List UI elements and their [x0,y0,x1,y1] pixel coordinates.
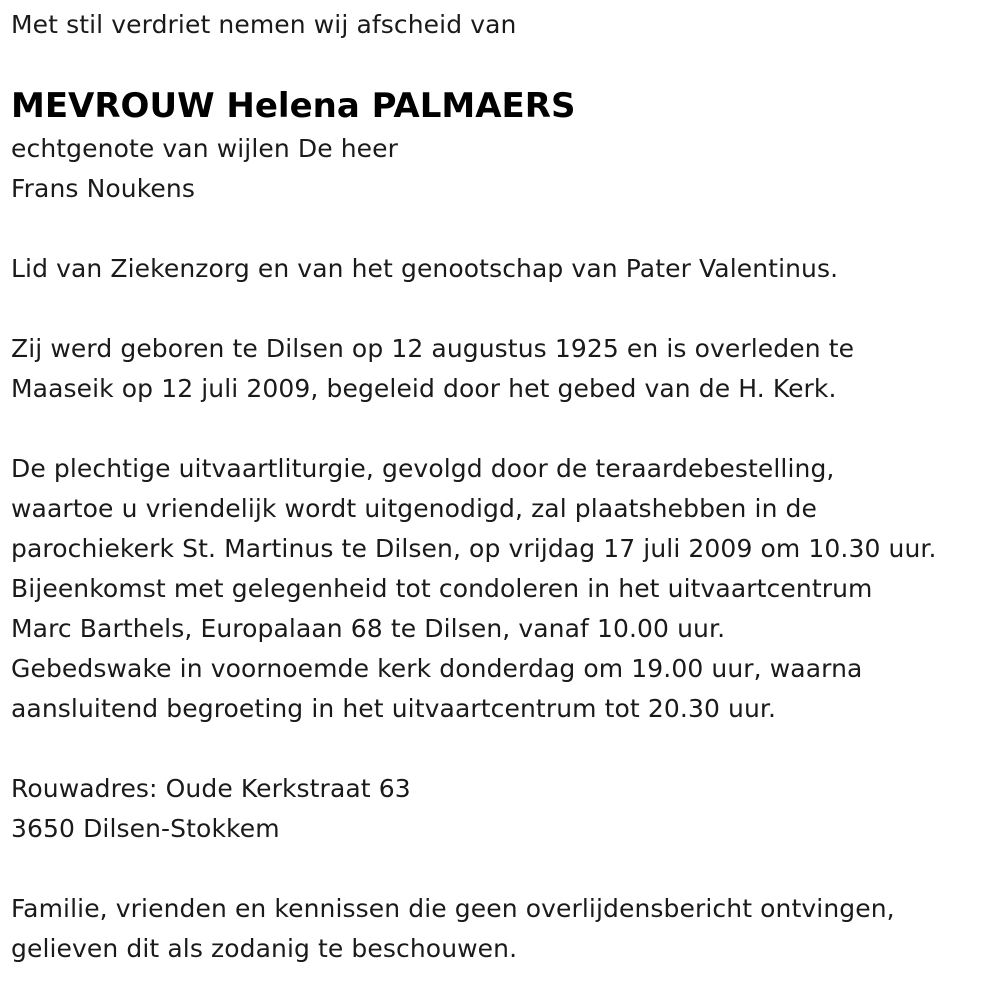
paragraph-gap [11,409,991,449]
funeral-line: aansluitend begroeting in het uitvaartcentrum tot 20.30 uur. [11,694,777,723]
paragraph-gap [11,729,991,769]
funeral-line: waartoe u vriendelijk wordt uitgenodigd, zal plaatshebben in de [11,494,818,523]
intro-text: Met stil verdriet nemen wij afscheid van [11,10,517,39]
funeral-line: De plechtige uitvaartliturgie, gevolgd door de teraardebestelling, [11,454,835,483]
paragraph-gap [11,849,991,889]
closing-line: gelieven dit als zodanig te beschouwen. [11,934,518,963]
address-line: 3650 Dilsen-Stokkem [11,814,280,843]
deceased-name: MEVROUW Helena PALMAERS [11,86,576,126]
funeral-line: Bijeenkomst met gelegenheid tot condoleren in het uitvaartcentrum [11,574,873,603]
birth-death-line: Zij werd geboren te Dilsen op 12 augustus 1925 en is overleden te [11,334,855,363]
address-line: Rouwadres: Oude Kerkstraat 63 [11,774,411,803]
funeral-line: parochiekerk St. Martinus te Dilsen, op vrijdag 17 juli 2009 om 10.30 uur. [11,534,937,563]
membership-text: Lid van Ziekenzorg en van het genootschap van Pater Valentinus. [11,254,839,283]
birth-death-line: Maaseik op 12 juli 2009, begeleid door het gebed van de H. Kerk. [11,374,837,403]
paragraph-gap [11,209,991,249]
obituary-notice [11,0,991,969]
spouse-line: echtgenote van wijlen De heer [11,134,399,163]
funeral-line: Gebedswake in voornoemde kerk donderdag om 19.00 uur, waarna [11,654,863,683]
paragraph-gap [11,289,991,329]
closing-line: Familie, vrienden en kennissen die geen overlijdensbericht ontvingen, [11,894,895,923]
funeral-line: Marc Barthels, Europalaan 68 te Dilsen, vanaf 10.00 uur. [11,614,726,643]
spouse-line: Frans Noukens [11,174,195,203]
